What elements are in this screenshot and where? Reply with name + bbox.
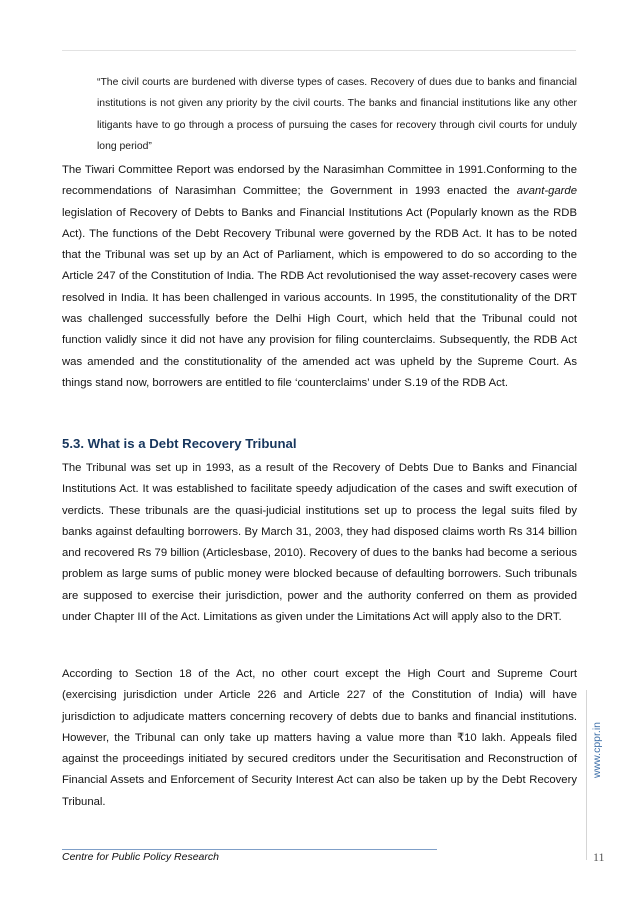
paragraph-tribunal-setup: The Tribunal was set up in 1993, as a result of the Recovery of Debts Due to Banks and Financial Institutions Act. It was established to facilitate speedy adjudication of the cases and swift execution of verdicts. These tribunals are the quasi-judicial institutions set up to process the legal suits filed by banks against defaulting borrowers. By March 31, 2003, they had disposed claims worth Rs 314 billion and recovered Rs 79 billion (Articlesbase, 2010). Recovery of dues to the banks had become a serious problem as large sums of public money were blocked because of defaulting borrowers. Such tribunals are supposed to exercise their jurisdiction, power and the authority conferred on them as provided under Chapter III of the Act. Limitations as given under the Limitations Act will apply also to the DRT.	[62, 462, 577, 624]
section-heading: 5.3. What is a Debt Recovery Tribunal	[62, 436, 297, 451]
website-link[interactable]: www.cppr.in	[591, 721, 603, 778]
header-divider	[62, 50, 576, 51]
block-quote: “The civil courts are burdened with diverse types of cases. Recovery of dues due to banks and financial institutions is not given any priority by the civil courts. The banks and financial institutions like any other litigants have to go through a process of pursuing the cases for recovery through civil courts for unduly long period”	[97, 77, 577, 152]
paragraph-rdb-act-text-b: legislation of Recovery of Debts to Banks and Financial Institutions Act (Popularly known as the RDB Act). The functions of the Debt Recovery Tribunal were governed by the RDB Act. It has to be noted that the Tribunal was set up by an Act of Parliament, which is empowered to do so according to the Article 247 of the Constitution of India. The RDB Act revolutionised the way asset-recovery cases were resolved in India. It has been challenged in various accounts. In 1995, the constitutionality of the DRT was challenged successfully before the Delhi High Court, which held that the Tribunal could not function validly since it did not have any provision for filing counterclaims. Subsequently, the RDB Act was amended and the constitutionality of the amended act was upheld by the Supreme Court. As things stand now, borrowers are entitled to file ‘counterclaims’ under S.19 of the RDB Act.	[62, 206, 577, 389]
page-number: 11	[593, 850, 605, 864]
footer-divider	[62, 849, 437, 850]
emphasis-avant-garde: avant-garde	[516, 185, 577, 198]
paragraph-rdb-act	[62, 160, 577, 394]
footer-organization: Centre for Public Policy Research	[62, 851, 219, 863]
paragraph-jurisdiction: According to Section 18 of the Act, no other court except the High Court and Supreme Court (exercising jurisdiction under Article 226 and Article 227 of the Constitution of India) will have jurisdiction to adjudicate matters concerning recovery of debts due to banks and financial institutions. However, the Tribunal can only take up matters having a value more than ₹10 lakh. Appeals filed against the proceedings initiated by secured creditors under the Securitisation and Reconstruction of Financial Assets and Enforcement of Security Interest Act can also be taken up by the Debt Recovery Tribunal.	[62, 668, 577, 808]
paragraph-rdb-act-text-a: The Tiwari Committee Report was endorsed by the Narasimhan Committee in 1991.Conforming to the recommendations of Narasimhan Committee; the Government in 1993 enacted the	[62, 164, 577, 198]
side-divider	[586, 690, 587, 860]
